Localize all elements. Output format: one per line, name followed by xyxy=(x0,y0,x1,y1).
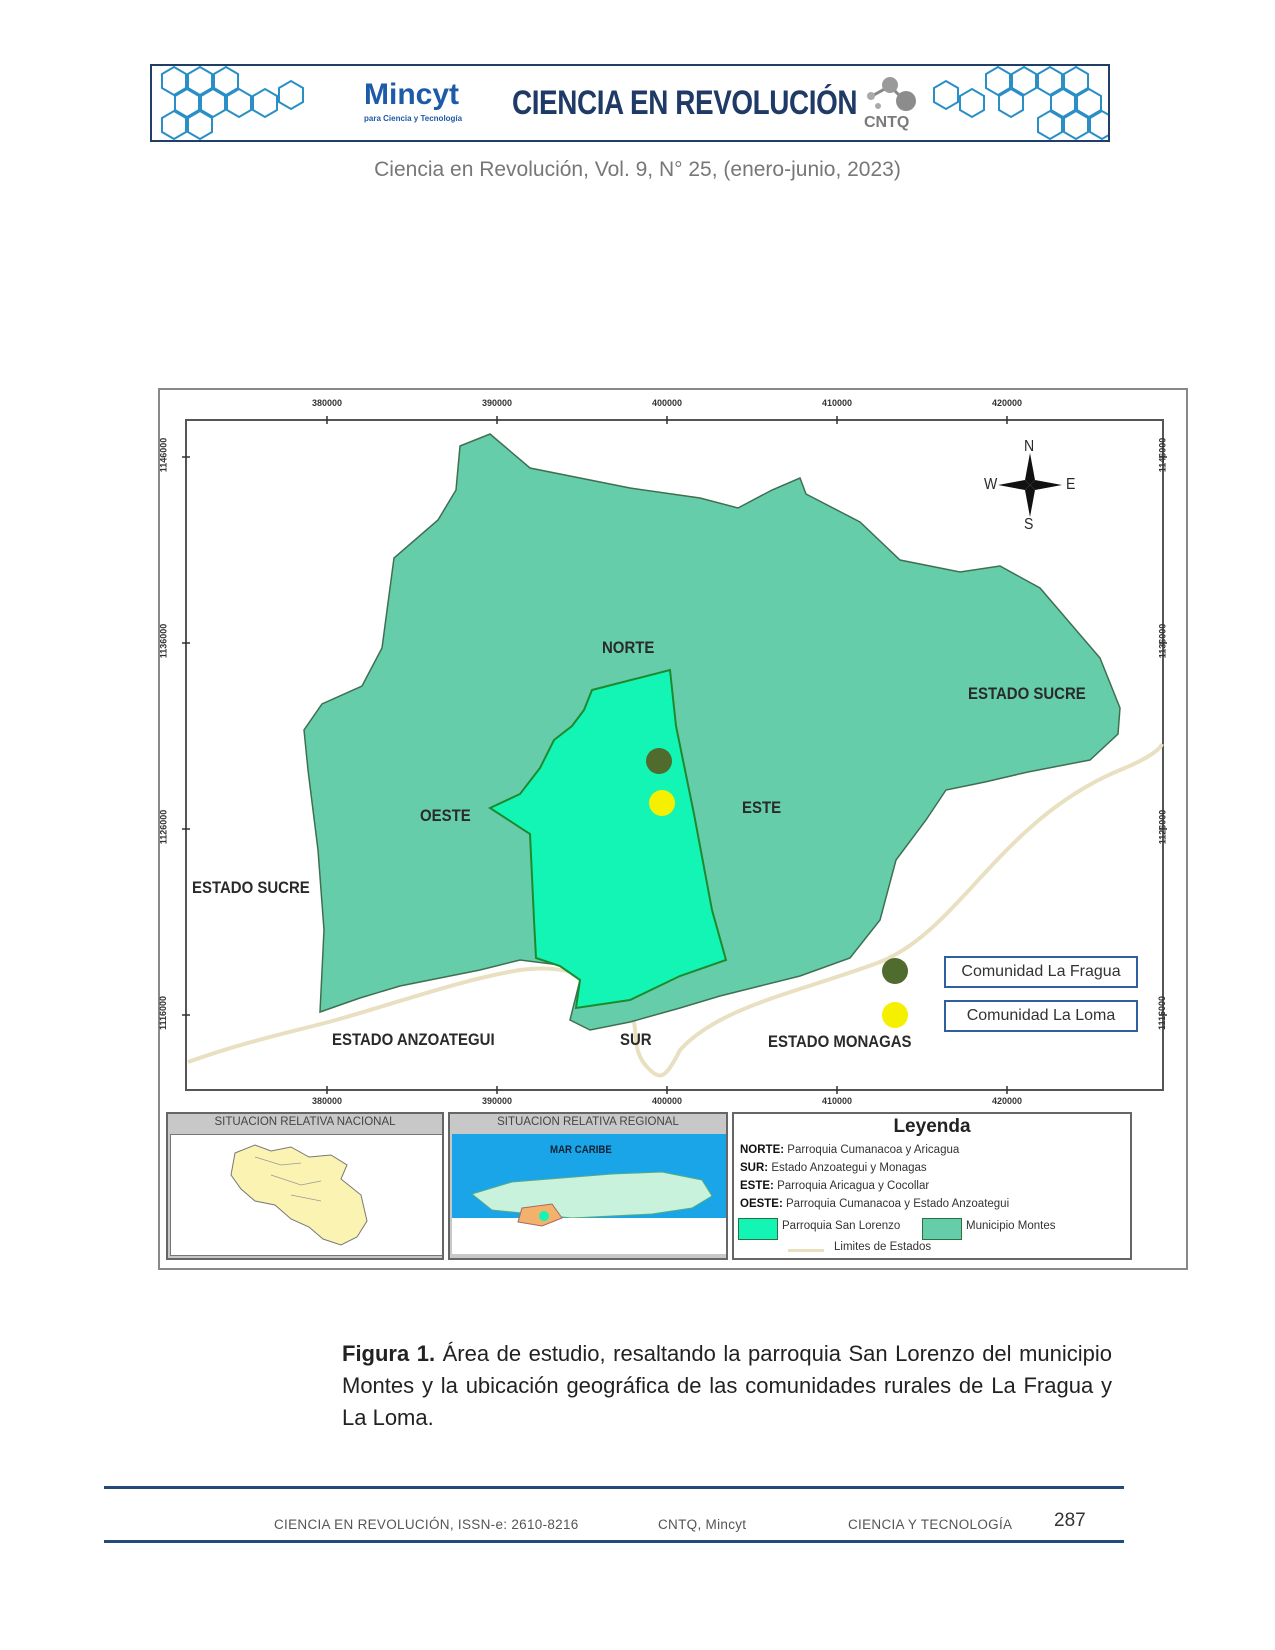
label-estado-monagas: ESTADO MONAGAS xyxy=(768,1032,912,1051)
label-estado-sucre-east: ESTADO SUCRE xyxy=(968,684,1086,703)
y-tick-left: 1126000 xyxy=(158,809,169,845)
legend-la-fragua: Comunidad La Fragua xyxy=(944,956,1138,988)
footer-section: CIENCIA Y TECNOLOGÍA xyxy=(848,1517,1013,1532)
x-tick-top: 400000 xyxy=(652,398,683,408)
x-tick-bottom: 390000 xyxy=(482,1096,513,1106)
swatch-state-limits xyxy=(788,1249,824,1252)
mincyt-logo-subtitle: para Ciencia y Tecnología xyxy=(364,114,463,123)
hexagon-pattern-right xyxy=(930,66,1110,142)
label-mar-caribe: MAR CARIBE xyxy=(550,1144,612,1156)
swatch-label-parroquia: Parroquia San Lorenzo xyxy=(782,1220,901,1232)
page-number: 287 xyxy=(1054,1510,1086,1531)
y-tick-left: 1116000 xyxy=(158,995,169,1031)
label-estado-sucre-west: ESTADO SUCRE xyxy=(192,878,310,897)
x-tick-bottom: 420000 xyxy=(992,1096,1023,1106)
figure-caption xyxy=(342,1338,1112,1434)
panel-situacion-regional xyxy=(448,1112,728,1260)
y-tick-right: 1136000 xyxy=(1157,623,1168,659)
label-oeste: OESTE xyxy=(420,806,471,825)
swatch-municipio-montes xyxy=(922,1218,962,1240)
x-tick-bottom: 410000 xyxy=(822,1096,853,1106)
leyenda-row-sur: SUR: Estado Anzoategui y Monagas xyxy=(740,1162,927,1174)
panel-nacional-title: SITUACION RELATIVA NACIONAL xyxy=(214,1116,396,1128)
legend-la-loma: Comunidad La Loma xyxy=(944,1000,1138,1032)
x-tick-top: 380000 xyxy=(312,398,343,408)
panel-leyenda xyxy=(732,1112,1132,1260)
compass-east: E xyxy=(1066,476,1076,493)
swatch-parroquia-san-lorenzo xyxy=(738,1218,778,1240)
venezuela-map-icon xyxy=(170,1134,444,1256)
leyenda-row-oeste: OESTE: Parroquia Cumanacoa y Estado Anzoategui xyxy=(740,1198,1010,1210)
cntq-logo: CNTQ xyxy=(864,114,910,131)
x-tick-top: 420000 xyxy=(992,398,1023,408)
footer-issn: CIENCIA EN REVOLUCIÓN, ISSN-e: 2610-8216 xyxy=(274,1517,579,1532)
label-estado-anzoategui: ESTADO ANZOATEGUI xyxy=(332,1030,495,1049)
compass-south: S xyxy=(1024,516,1034,533)
marker-la-fragua xyxy=(646,748,672,774)
mincyt-logo: Mincyt xyxy=(364,78,460,111)
y-tick-right: 1126000 xyxy=(1157,809,1168,845)
footer-publisher: CNTQ, Mincyt xyxy=(658,1517,747,1532)
swatch-label-municipio: Municipio Montes xyxy=(966,1220,1056,1232)
x-tick-bottom: 400000 xyxy=(652,1096,683,1106)
legend-dot-la-loma xyxy=(882,1002,908,1028)
study-area-map xyxy=(158,388,1188,1270)
panel-situacion-nacional xyxy=(166,1112,444,1260)
figure-caption-text: Área de estudio, resaltando la parroquia San Lorenzo del municipio Montes y la ubicación geográfica de las comunidades rurales de La Fragua y La Loma. xyxy=(342,1341,1112,1430)
x-tick-top: 410000 xyxy=(822,398,853,408)
journal-title: CIENCIA EN REVOLUCIÓN xyxy=(512,84,858,122)
leyenda-row-este: ESTE: Parroquia Aricagua y Cocollar xyxy=(740,1180,930,1192)
label-sur: SUR xyxy=(620,1030,652,1049)
x-tick-bottom: 380000 xyxy=(312,1096,343,1106)
legend-dot-la-fragua xyxy=(882,958,908,984)
marker-la-loma xyxy=(649,790,675,816)
y-tick-left: 1136000 xyxy=(158,623,169,659)
leyenda-title: Leyenda xyxy=(893,1116,971,1137)
y-tick-right: 1116000 xyxy=(1157,995,1168,1031)
figure-label: Figura 1. xyxy=(342,1341,436,1366)
swatch-label-limits: Limites de Estados xyxy=(834,1241,932,1253)
journal-citation: Ciencia en Revolución, Vol. 9, N° 25, (enero-junio, 2023) xyxy=(374,158,901,181)
compass-north: N xyxy=(1024,438,1035,455)
leyenda-row-norte: NORTE: Parroquia Cumanacoa y Aricagua xyxy=(740,1144,960,1156)
footer-rule-top xyxy=(104,1486,1124,1489)
label-norte: NORTE xyxy=(602,638,655,657)
footer-rule-bottom xyxy=(104,1540,1124,1543)
panel-regional-title: SITUACION RELATIVA REGIONAL xyxy=(497,1116,679,1128)
compass-west: W xyxy=(984,476,998,493)
y-tick-left: 1146000 xyxy=(158,437,169,473)
journal-banner xyxy=(150,64,1110,142)
hexagon-pattern-left xyxy=(152,66,322,142)
label-este: ESTE xyxy=(742,798,782,817)
y-tick-right: 1146000 xyxy=(1157,437,1168,473)
x-tick-top: 390000 xyxy=(482,398,513,408)
